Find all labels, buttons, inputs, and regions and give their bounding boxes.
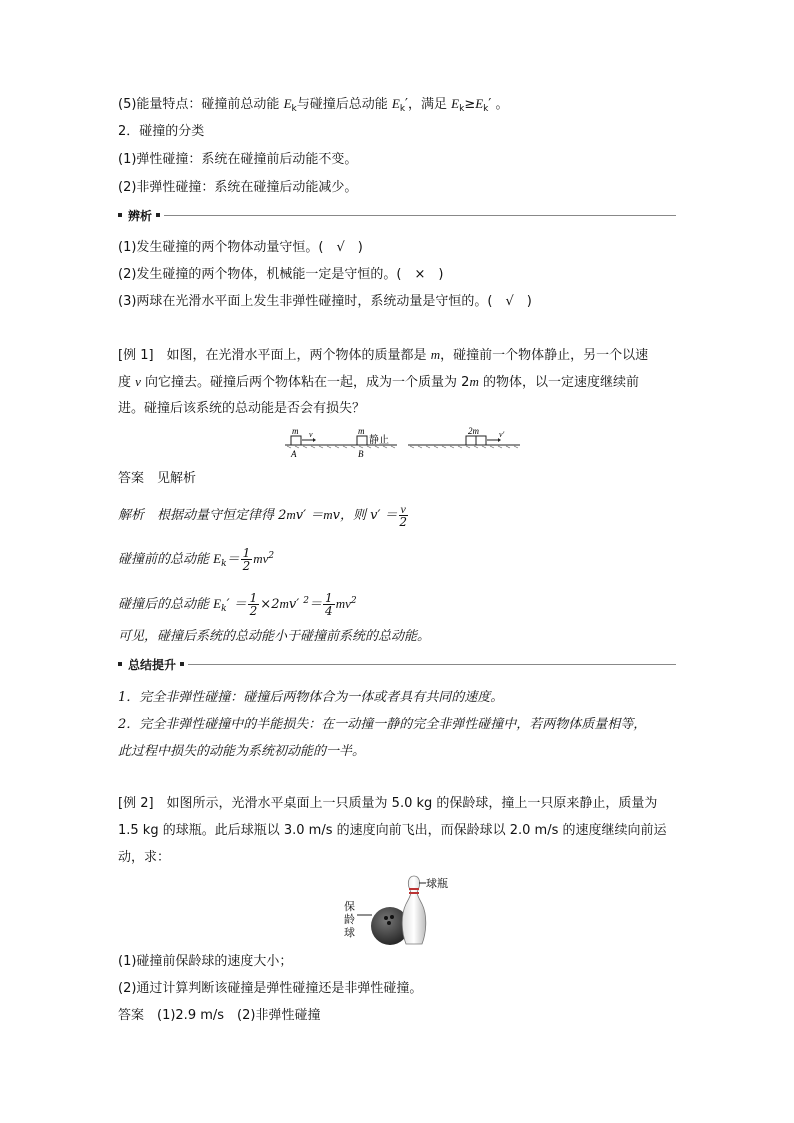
section-analysis-header: [118, 207, 676, 223]
block-combined-2: [476, 436, 486, 445]
solution-line-2: [118, 539, 274, 573]
fraction: [241, 547, 253, 572]
symbol: mv: [253, 551, 269, 566]
square-bullet-icon: [180, 662, 184, 666]
symbol: mv: [335, 596, 351, 611]
subscript: k: [221, 559, 227, 569]
text: ，满足: [408, 97, 452, 112]
divider: [188, 664, 676, 665]
text: v′ ＝: [295, 508, 324, 523]
classification-title: 2．碰撞的分类: [118, 124, 205, 139]
mass-label-b: m: [358, 426, 365, 436]
text: ，碰撞前一个物体静止，另一个以速: [440, 348, 649, 363]
summary-item-1: 1．完全非弹性碰撞：碰撞后两物体合为一体或者具有共同的速度。: [118, 690, 504, 705]
summary-item-2b: 此过程中损失的动能为系统初动能的一半。: [118, 744, 366, 759]
text: 碰撞后的总动能: [118, 597, 214, 612]
text: 与碰撞后总动能: [296, 97, 392, 112]
ball-hole: [384, 916, 388, 920]
classification-item-2: (2)非弹性碰撞：系统在碰撞后动能减少。: [118, 180, 358, 195]
velocity-label: v′: [499, 430, 505, 439]
example2-line3: 动，求：: [118, 850, 171, 865]
numerator: 1: [325, 591, 333, 605]
ball-hole: [387, 921, 391, 925]
arrow-head-icon: [313, 438, 316, 442]
text: ＝: [226, 552, 240, 567]
example2-answer: 答案 (1)2.9 m/s (2)非弹性碰撞: [118, 1008, 321, 1023]
example2-question-2: (2)通过计算判断该碰撞是弹性碰撞还是非弹性碰撞。: [118, 981, 423, 996]
symbol: E: [475, 96, 484, 111]
ground-hatch: [410, 446, 518, 448]
symbol: E: [391, 96, 400, 111]
label-a: A: [291, 449, 297, 459]
energy-feature-line: [118, 95, 508, 118]
prime: ′: [405, 97, 408, 112]
example2-line2: 1.5 kg 的球瓶。此后球瓶以 3.0 m/s 的速度向前飞出，而保龄球以 2.0 m/s 的速度继续向前运: [118, 823, 667, 838]
text: 向它撞去。碰撞后两个物体粘在一起，成为一个质量为 2: [140, 375, 470, 390]
square-bullet-icon: [118, 213, 122, 217]
subscript: k: [483, 104, 489, 114]
symbol: m: [469, 374, 479, 389]
symbol: m: [430, 347, 441, 362]
pin-stripe: [409, 888, 419, 890]
subscript: k: [399, 104, 406, 114]
solution-line-1: [118, 498, 409, 532]
text: v，则 v′ ＝: [332, 508, 398, 523]
symbol: m: [323, 507, 333, 522]
text: 的物体，以一定速度继续前: [478, 375, 639, 390]
mass-label-a: m: [292, 426, 299, 436]
symbol: v: [135, 374, 141, 389]
text: v′: [288, 597, 304, 612]
block-combined-1: [466, 436, 476, 445]
example2-question-1: (1)碰撞前保龄球的速度大小；: [118, 954, 293, 969]
judge-item-2: (2)发生碰撞的两个物体，机械能一定是守恒的。( × ): [118, 267, 444, 282]
collision-figure: [285, 425, 520, 461]
denominator: 2: [399, 515, 408, 529]
fraction: [399, 503, 408, 528]
ball-label: 保龄球: [344, 900, 355, 939]
solution-line-4: 可见，碰撞后系统的总动能小于碰撞前系统的总动能。: [118, 629, 431, 644]
square-bullet-icon: [118, 662, 122, 666]
text: [例 1] 如图，在光滑水平面上，两个物体的质量都是: [118, 348, 431, 363]
text: 碰撞前的总动能: [118, 552, 214, 567]
denominator: 4: [325, 604, 333, 618]
pin-label: 球瓶: [426, 877, 448, 890]
text: 度: [118, 375, 136, 390]
ground-hatch: [287, 446, 395, 448]
ball-hole: [390, 915, 394, 919]
block-b: [357, 436, 367, 445]
bowling-figure: [340, 870, 460, 946]
symbol: m: [279, 596, 289, 611]
fraction: [248, 592, 260, 617]
ge-sign: ≥: [464, 97, 476, 112]
superscript: 2: [350, 596, 357, 606]
fraction: [323, 592, 335, 617]
example1-line1: [118, 346, 648, 365]
section-title: 总结提升: [128, 657, 177, 672]
pin-stripe: [409, 892, 419, 894]
superscript: 2: [303, 596, 310, 606]
denominator: 2: [242, 559, 251, 573]
superscript: 2: [268, 551, 275, 561]
bowling-pin: [402, 876, 426, 944]
example1-line3: 进。碰撞后该系统的总动能是否会有损失？: [118, 401, 366, 416]
block-a: [291, 436, 301, 445]
subscript: k: [459, 104, 465, 114]
judge-item-1: (1)发生碰撞的两个物体动量守恒。( √ ): [118, 240, 363, 255]
symbol: m: [286, 507, 296, 522]
text: ＝: [309, 597, 323, 612]
example1-line2: [118, 373, 639, 392]
velocity-label: v: [309, 430, 313, 439]
summary-item-2a: 2．完全非弹性碰撞中的半能损失：在一动撞一静的完全非弹性碰撞中，若两物体质量相等，: [118, 717, 647, 732]
judge-item-3: (3)两球在光滑水平面上发生非弹性碰撞时，系统动量是守恒的。( √ ): [118, 294, 532, 309]
numerator: 1: [242, 546, 251, 560]
section-title: 辨析: [128, 208, 153, 223]
numerator: 1: [249, 591, 258, 605]
text: (5)能量特点：碰撞前总动能: [118, 97, 284, 112]
subscript: k: [221, 604, 227, 614]
mass-label-combined: 2m: [468, 426, 479, 436]
subscript: k: [291, 104, 297, 114]
divider: [164, 215, 676, 216]
text: ′ ＝: [226, 597, 247, 612]
static-label: 静止: [369, 435, 389, 446]
classification-item-1: (1)弹性碰撞：系统在碰撞前后动能不变。: [118, 152, 358, 167]
denominator: 2: [249, 604, 258, 618]
text: ×2: [260, 597, 280, 612]
square-bullet-icon: [156, 213, 160, 217]
text: ′ 。: [488, 97, 509, 112]
text: 解析 根据动量守恒定律得 2: [118, 508, 287, 523]
numerator: v: [400, 502, 406, 516]
symbol: E: [213, 551, 222, 566]
label-b: B: [358, 449, 364, 459]
solution-line-3: [118, 584, 357, 618]
symbol: E: [283, 96, 292, 111]
symbol: E: [451, 96, 460, 111]
example2-line1: [例 2] 如图所示，光滑水平桌面上一只质量为 5.0 kg 的保龄球，撞上一只原来静止，质量为: [118, 796, 658, 811]
symbol: E: [213, 596, 222, 611]
section-summary-header: [118, 656, 676, 672]
example1-answer: 答案 见解析: [118, 471, 197, 486]
